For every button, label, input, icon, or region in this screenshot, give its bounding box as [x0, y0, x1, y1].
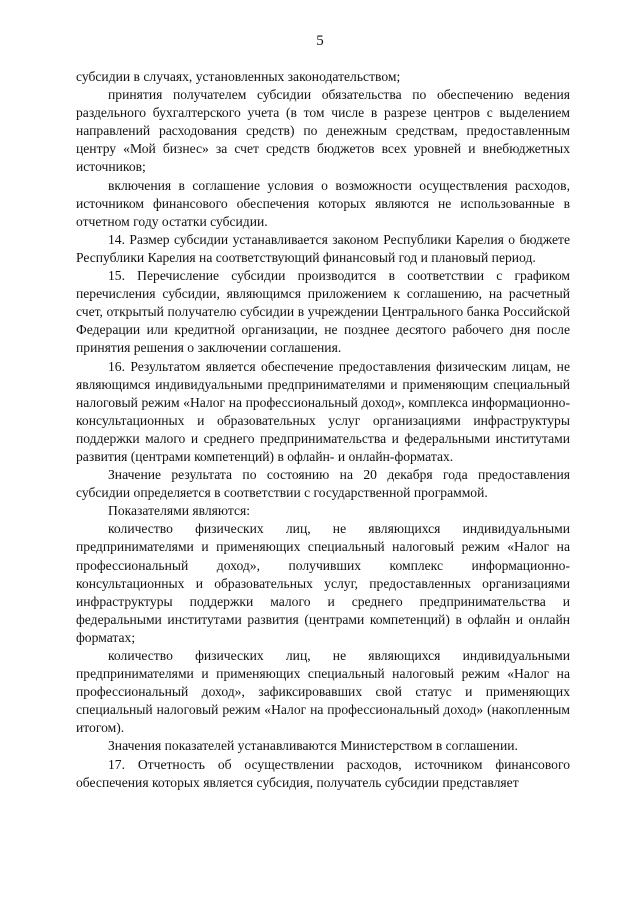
paragraph: субсидии в случаях, установленных законодательством; [76, 69, 401, 84]
paragraph: количество физических лиц, не являющихся индивидуальными предпринимателями и применяющих специальный налоговый режим «Налог на профессиональный доход», получивших комплекс информационно-консультационных и образовательных услуг, предоставленных организациями инфраструктуры поддержки малого и среднего предпринимательства и федеральными институтами развития (центрами компетенций) в офлайн и онлайн форматах; [76, 521, 570, 645]
document-body [76, 68, 570, 792]
paragraph: принятия получателем субсидии обязательства по обеспечению ведения раздельного бухгалтерского учета (в том числе в разрезе центров с выделением направлений расходования средств) по денежным средствам, предоставленным центру «Мой бизнес» за счет средств бюджетов всех уровней и внебюджетных источников; [76, 87, 570, 175]
page-number: 5 [316, 33, 324, 49]
paragraph: 16. Результатом является обеспечение предоставления физическим лицам, не являющимся индивидуальными предпринимателями и применяющим специальный налоговый режим «Налог на профессиональный доход», комплекса информационно-консультационных и образовательных услуг организациями инфраструктуры поддержки малого и среднего предпринимательства и федеральными институтами развития (центрами компетенций) в офлайн- и онлайн-форматах. [76, 358, 570, 464]
paragraph: количество физических лиц, не являющихся индивидуальными предпринимателями и применяющих специальный налоговый режим «Налог на профессиональный доход», зафиксировавших свой статус и применяющих специальный налоговый режим «Налог на профессиональный доход» (накопленным итогом). [76, 648, 570, 736]
paragraph: Показателями являются: [108, 503, 251, 519]
paragraph: 14. Размер субсидии устанавливается законом Республики Карелия о бюджете Республики Карелия на соответствующий финансовый год и плановый период. [76, 231, 570, 265]
paragraph: 15. Перечисление субсидии производится в соответствии с графиком перечисления субсидии, являющимся приложением к соглашению, на расчетный счет, открытый получателю субсидии в учреждении Центрального банка Российской Федерации или кредитной организации, не позднее десятого рабочего дня после принятия решения о заключении соглашения. [76, 268, 570, 356]
paragraph: Значение результата по состоянию на 20 декабря года предоставления субсидии определяется в соответствии с государственной программой. [76, 467, 570, 501]
paragraph: 17. Отчетность об осуществлении расходов, источником финансового обеспечения которых является субсидия, получатель субсидии представляет [76, 756, 570, 790]
paragraph: включения в соглашение условия о возможности осуществления расходов, источником финансового обеспечения которых являются не использованные в отчетном году остатки субсидии. [76, 177, 570, 229]
paragraph: Значения показателей устанавливаются Министерством в соглашении. [108, 738, 518, 754]
